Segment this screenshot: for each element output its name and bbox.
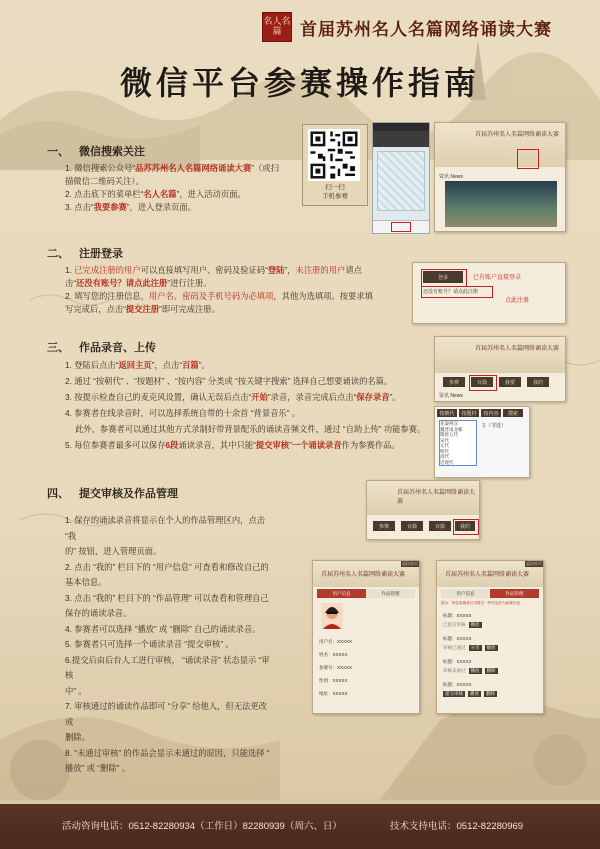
step-line: 1. 微信搜索公众号“品苏苏州名人名篇网络诵读大赛”（或扫	[65, 163, 279, 173]
step-line: 1. 保存的诵读录音将显示在个人的作品管理区内，点击 “我	[65, 515, 266, 541]
section-2-heading: 注册登录	[79, 248, 123, 260]
mini-banner-title: 首届苏州名人名篇网络诵读大赛	[475, 131, 560, 138]
play-button[interactable]: 播放	[470, 621, 480, 627]
section-1-steps	[65, 162, 295, 214]
event-banner-title: 首届苏州名人名篇网络诵读大赛	[300, 19, 552, 40]
filter-by-content[interactable]: 按内容	[481, 409, 501, 417]
section-3-number: 三、	[47, 342, 69, 354]
work-title: 标题：XXXXX	[443, 636, 472, 641]
avatar	[321, 603, 343, 629]
tab-user-info[interactable]: 用户信息	[317, 589, 366, 598]
keyword-search[interactable]: 搜索	[503, 409, 523, 417]
step-line: 中” 。	[65, 685, 87, 696]
step-line: 3. 按提示检查自己的麦克风设置，确认无误后点击“开始”录音，录音完成后点击“保存录音”。	[65, 392, 401, 402]
section-4-heading: 提交审核及作品管理	[79, 488, 178, 500]
dynasty-option-list[interactable]	[439, 420, 477, 466]
step-line: 4. 参赛者可以选择 “播放” 或 “删除” 自己的诵读录音。	[65, 623, 261, 634]
step-line: 3. 点击“我要参赛”，进入登录页面。	[65, 202, 196, 212]
login-highlight-box	[421, 269, 467, 287]
section-1-heading: 微信搜索关注	[79, 146, 145, 158]
mine-highlight-box	[453, 519, 479, 535]
profile-row: 用户名：XXXXX	[319, 639, 353, 644]
mini-banner-title: 首届苏州名人名篇网络诵读大赛	[475, 345, 560, 352]
qr-code-icon	[308, 129, 360, 181]
step-line: 2. 通过 “按朝代” 、“按题材” 、“按内容” 分类或 “按关键字搜索” 选择自己想要诵读的名篇。	[65, 376, 393, 386]
option[interactable]: 近现代	[440, 459, 454, 465]
my-menu-screenshot	[366, 480, 480, 540]
step-line: 此外，参赛者可以通过其他方式录制好带背景配乐的诵读音频文件，通过 “自助上传” 功能参赛。	[75, 424, 426, 434]
news-label: 资讯 News	[439, 393, 463, 399]
works-management-screenshot	[436, 560, 544, 714]
option[interactable]: 先秦两汉	[440, 421, 458, 426]
work-title: 标题：XXXXX	[443, 682, 472, 687]
play-button[interactable]: 播放	[486, 644, 496, 650]
play-button[interactable]: 播放	[470, 690, 479, 696]
menu-item-mine[interactable]: 我的	[455, 521, 475, 531]
qr-caption-line-1: 扫一扫	[325, 184, 345, 191]
register-link[interactable]: 还没有账号？请点此注册	[423, 289, 479, 295]
mini-banner-title: 首届苏州名人名篇网络诵读大赛	[445, 571, 530, 578]
profile-row: 地址：XXXXX	[319, 691, 348, 696]
step-line: 基本信息。	[65, 577, 107, 587]
event-seal-logo: 名人名篇	[262, 12, 292, 42]
status-badge: 审核未通过	[443, 667, 466, 673]
qr-code-card	[302, 124, 368, 206]
step-line: 写完成后，点击“提交注册”即可完成注册。	[65, 304, 220, 314]
mini-banner-title: 首届苏州名人名篇网络诵读大赛	[321, 571, 406, 578]
section-4-steps	[65, 513, 275, 777]
option[interactable]: 宋代	[440, 437, 449, 443]
step-line: 7. 审核通过的诵读作品即可 “分享” 给他人，但无法更改或	[65, 701, 267, 727]
menu-item-join[interactable]: 参赛	[373, 521, 395, 531]
section-4-title	[47, 485, 178, 501]
profile-row: 性别：XXXXX	[319, 678, 348, 683]
step-line: 3. 点击 “我的” 栏目下的 “作品管理” 可以查看和管理自己	[65, 592, 269, 603]
step-line: 2. 点击底下的菜单栏“名人名篇”，进入活动页面。	[65, 189, 246, 199]
step-line: 击“还没有账号？请点此注册”进行注册。	[65, 278, 212, 288]
profile-row: 姓名：XXXXX	[319, 652, 348, 657]
menu-item-mine[interactable]: 我的	[527, 377, 549, 387]
tab-works[interactable]: 作品管理	[366, 589, 415, 598]
delete-button[interactable]: 删除	[486, 690, 495, 696]
option[interactable]: 隋唐五代	[440, 432, 458, 437]
works-list	[443, 613, 539, 697]
step-line: 2. 点击 “我的” 栏目下的 “用户信息” 可查看和修改自己的	[65, 561, 269, 572]
step-line: 1. 已完成注册的用户可以直接填写用户、密码及验证码“登陆”，未注册的用户请点	[65, 265, 362, 275]
status-badge: 已提交审核	[443, 621, 466, 627]
option[interactable]: 清代	[440, 454, 449, 459]
option[interactable]: 元代	[440, 443, 449, 448]
back-home-tag[interactable]: 返回首页	[526, 560, 542, 566]
step-line: 的” 按钮，进入管理页面。	[65, 546, 162, 556]
register-highlight-box	[421, 286, 493, 298]
qr-caption	[303, 183, 367, 201]
step-line: 5. 每位参赛者最多可以保存6段诵读录音，其中只能“提交审核”一个诵读录音作为参赛作品。	[65, 440, 400, 450]
step-line: 描微信二维码关注）。	[65, 176, 144, 186]
section-2-number: 二、	[47, 248, 69, 260]
option[interactable]: 魏晋南北朝	[440, 426, 463, 432]
hundred-highlight-box	[469, 375, 497, 391]
filter-by-dynasty[interactable]: 按朝代	[437, 409, 457, 417]
tab-user-info[interactable]: 用户信息	[441, 589, 490, 598]
section-3-steps	[65, 359, 445, 452]
step-line: 播放” 或 “删除” 。	[65, 763, 130, 773]
page-title: 微信平台参赛操作指南	[119, 64, 480, 102]
share-button[interactable]: 分享	[470, 644, 480, 650]
section-3-title	[47, 339, 156, 355]
step-line: 6.提交后由后台人工进行审核， “诵读录音” 状态显示 “审核	[65, 654, 270, 680]
tab-works[interactable]: 作品管理	[490, 589, 539, 598]
status-badge: 审核已通过	[443, 644, 466, 650]
delete-button[interactable]: 删除	[486, 667, 496, 673]
play-button[interactable]: 播放	[470, 667, 480, 673]
section-2-steps	[65, 264, 395, 316]
profile-rows	[319, 635, 413, 700]
menu-item-join[interactable]: 参赛	[443, 377, 465, 387]
step-line: 8. “未通过审核” 的作品会显示未通过的原因，只能选择 “	[65, 747, 270, 758]
section-2-title	[47, 245, 123, 261]
news-label: 资讯 News	[439, 174, 463, 180]
activity-home-screenshot	[434, 122, 566, 232]
selected-work-label: 文（节选）	[481, 423, 507, 429]
menu-item-want[interactable]: 我要	[499, 377, 521, 387]
menu-screenshot	[434, 336, 566, 402]
wechat-account-screenshot	[372, 122, 430, 234]
back-home-tag[interactable]: 返回首页	[402, 560, 418, 566]
event-banner	[262, 12, 552, 42]
register-note: 点此注册	[505, 298, 530, 304]
profile-row: 参赛号：XXXXX	[319, 665, 353, 670]
section-1-title	[47, 143, 145, 159]
work-title: 标题：XXXXX	[443, 659, 472, 664]
menu-item-hundred[interactable]: 百篇	[471, 377, 493, 387]
mini-banner-title: 首届苏州名人名篇网络诵读大赛	[397, 489, 476, 505]
contact-footer	[0, 804, 600, 849]
menu-highlight-box	[391, 222, 411, 232]
section-3-heading: 作品录音、上传	[79, 342, 156, 354]
tech-support-phone: 技术支持电话：0512-82280969	[390, 821, 524, 832]
step-line: 保存的诵读录音。	[65, 608, 132, 618]
login-screenshot	[412, 262, 566, 324]
login-button[interactable]: 登录	[423, 271, 463, 283]
work-title: 标题：XXXXX	[443, 613, 472, 618]
section-1-number: 一、	[47, 146, 69, 158]
qr-caption-line-2: 手机参赛	[322, 193, 348, 200]
category-dropdown-screenshot	[434, 406, 530, 478]
user-profile-screenshot	[312, 560, 420, 714]
option[interactable]: 明代	[440, 448, 449, 454]
step-line: 1. 登陆后点击“返回主页”，点击“百篇”。	[65, 360, 210, 370]
step-line: 删除。	[65, 732, 90, 742]
login-note: 已有账户直接登录	[473, 275, 522, 281]
menu-item-hundred-2[interactable]: 百篇	[429, 521, 451, 531]
works-notice: 提示：每位参赛者仅可提交一件作品作为参赛作品	[441, 601, 521, 605]
section-4-number: 四、	[47, 488, 69, 500]
event-contact-phone: 活动咨询电话：0512-82280934（工作日）82280939（周六、日）	[62, 821, 342, 832]
filter-by-genre[interactable]: 按题材	[459, 409, 479, 417]
step-line: 5. 参赛者只可选择一个诵读录音 “提交审核” 。	[65, 639, 234, 649]
submit-review-button[interactable]: 提交审核	[445, 690, 463, 696]
step-line: 4. 参赛者在线录音时，可以选择系统自带的十余首 “背景音乐” 。	[65, 408, 301, 418]
step-line: 2. 填写您的注册信息，用户名、密码及手机号码为必填项，其他为选填项。按要求填	[65, 291, 373, 301]
join-highlight-box	[517, 149, 539, 169]
menu-item-hundred[interactable]: 百篇	[401, 521, 423, 531]
